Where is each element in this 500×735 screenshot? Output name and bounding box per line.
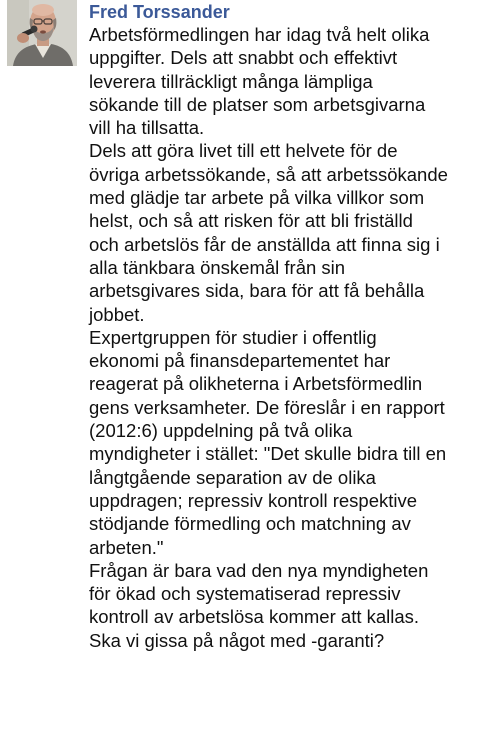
text-line: Frågan är bara vad den nya myndigheten [89, 559, 429, 581]
text-line: uppgifter. Dels att snabbt och effektivt [89, 47, 398, 69]
text-line: vill ha tillsatta. [89, 117, 205, 139]
post-body [89, 23, 494, 652]
author-avatar[interactable] [7, 0, 77, 66]
text-line: övriga arbetssökande, så att arbetssökande [89, 163, 448, 185]
text-line: med glädje tar arbete på vilka villkor som [89, 187, 425, 209]
text-line: Arbetsförmedlingen har idag två helt olika [89, 24, 430, 45]
text-line: arbeten." [89, 536, 164, 558]
text-line: gens verksamheter. De föreslår i en rapport [89, 396, 445, 418]
text-line: långtgående separation av de olika [89, 466, 376, 488]
text-line: för ökad och systematiserad repressiv [89, 583, 401, 605]
text-line: och arbetslös får de anställda att finna sig i [89, 233, 440, 255]
text-line: Expertgruppen för studier i offentlig [89, 326, 377, 348]
paragraph-1 [89, 23, 494, 139]
text-line: helst, och så att risken för att bli friställd [89, 210, 413, 232]
text-line: arbetsgivares sida, bara för att få behålla [89, 280, 425, 302]
user-photo-icon [7, 0, 77, 66]
text-line: stödjande förmedling och matchning av [89, 513, 411, 535]
text-line: reagerat på olikheterna i Arbetsförmedlin [89, 373, 423, 395]
text-line: alla tänkbara önskemål från sin [89, 256, 346, 278]
paragraph-3 [89, 326, 494, 559]
text-line: Ska vi gissa på något med -garanti? [89, 629, 385, 651]
text-line: jobbet. [89, 303, 145, 325]
author-name[interactable]: Fred Torssander [89, 2, 230, 22]
text-line: (2012:6) uppdelning på två olika [89, 420, 353, 442]
text-line: leverera tillräckligt många lämpliga [89, 70, 373, 92]
text-line: uppdragen; repressiv kontroll respektive [89, 489, 418, 511]
text-line: kontroll av arbetslösa kommer att kallas. [89, 606, 420, 628]
text-line: ekonomi på finansdepartementet har [89, 350, 391, 372]
text-line: myndigheter i stället: "Det skulle bidra till en [89, 443, 447, 465]
text-line: Dels att göra livet till ett helvete för de [89, 140, 398, 162]
paragraph-2 [89, 139, 494, 325]
text-line: sökande till de platser som arbetsgivarna [89, 93, 426, 115]
paragraph-4 [89, 559, 494, 652]
